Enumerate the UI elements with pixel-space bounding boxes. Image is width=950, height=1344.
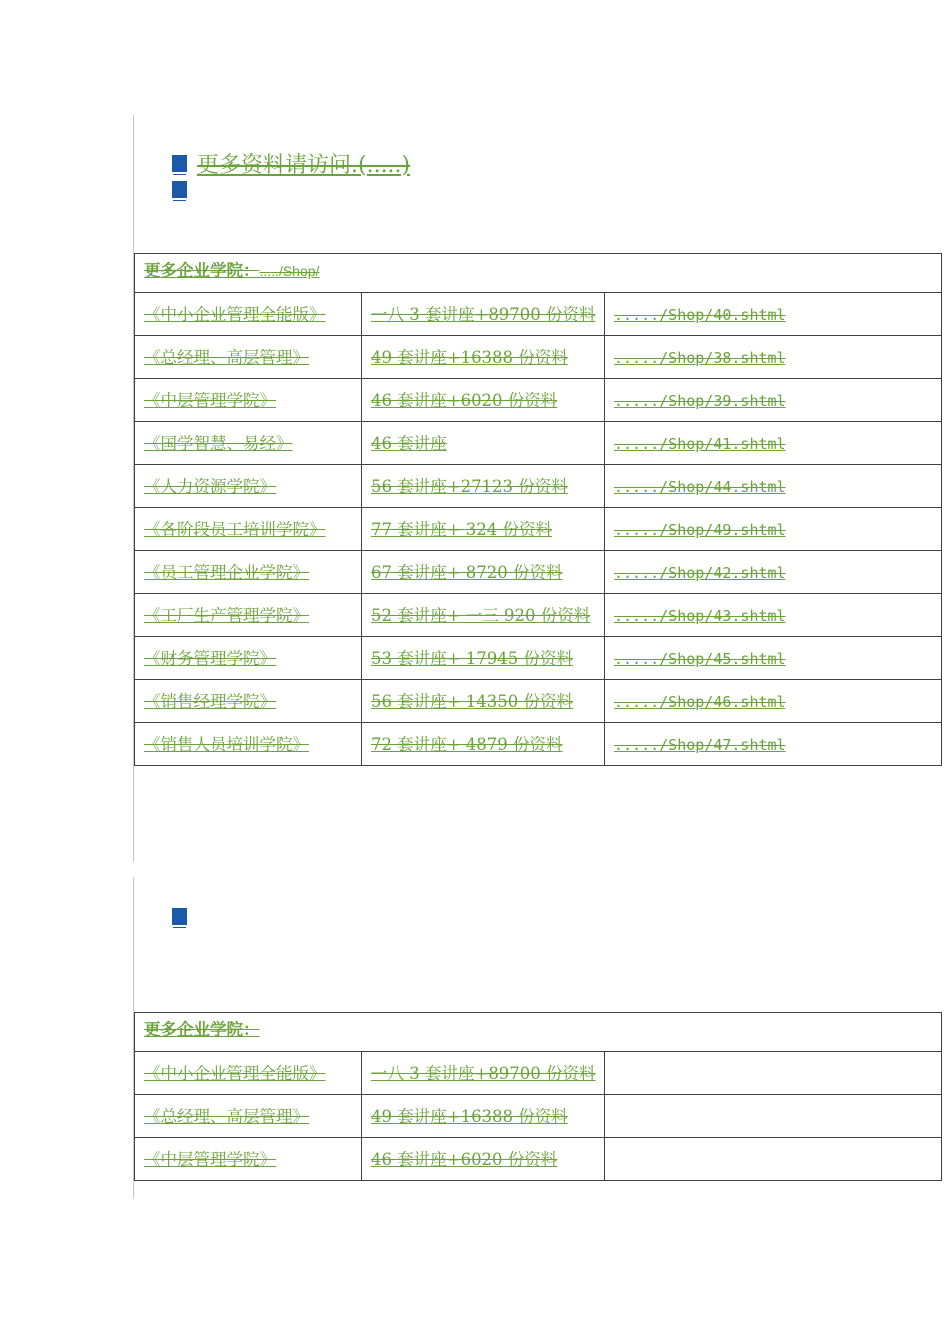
academy-name-link[interactable]: 《销售经理学院》 <box>144 692 276 711</box>
resource-count-link[interactable]: 56 套讲座+ 14350 份资料 <box>371 692 574 711</box>
table-cell <box>362 594 605 637</box>
bullet-square-icon <box>172 908 187 925</box>
bullet-square-icon <box>172 181 187 198</box>
table-cell <box>362 422 605 465</box>
empty-bullet-row <box>172 181 187 198</box>
academy-table-2 <box>134 1012 942 1181</box>
table-heading-row <box>135 254 942 293</box>
table-cell <box>135 594 362 637</box>
heading-label: 更多企业学院： <box>144 261 260 280</box>
table-cell <box>362 680 605 723</box>
table-cell <box>605 422 942 465</box>
table-cell <box>135 422 362 465</box>
resource-count-link[interactable]: 一八 3 套讲座+89700 份资料 <box>371 1064 596 1083</box>
shop-url-link[interactable]: ...../Shop/41.shtml <box>614 435 786 453</box>
table-row <box>135 465 942 508</box>
table-cell <box>135 1095 362 1138</box>
table-cell <box>135 1138 362 1181</box>
table-row <box>135 1138 942 1181</box>
resource-count-link[interactable]: 53 套讲座+ 17945 份资料 <box>371 649 574 668</box>
academy-table-1 <box>134 253 942 766</box>
resource-count-link[interactable]: 一八 3 套讲座+89700 份资料 <box>371 305 596 324</box>
table-cell <box>135 551 362 594</box>
academy-name-link[interactable]: 《中层管理学院》 <box>144 391 276 410</box>
table-cell <box>135 637 362 680</box>
academy-name-link[interactable]: 《总经理、高层管理》 <box>144 348 309 367</box>
heading-url: ...../Shop/ <box>259 263 320 279</box>
table-cell <box>362 465 605 508</box>
academy-name-link[interactable]: 《工厂生产管理学院》 <box>144 606 309 625</box>
resource-count-link[interactable]: 52 套讲座+ 一三 920 份资料 <box>371 606 591 625</box>
table-cell <box>605 1052 942 1095</box>
heading-link[interactable] <box>144 261 319 280</box>
table-cell <box>605 680 942 723</box>
table-body <box>135 1052 942 1181</box>
table-row <box>135 336 942 379</box>
table-cell <box>362 1052 605 1095</box>
table-row <box>135 680 942 723</box>
table-cell <box>605 637 942 680</box>
table-cell <box>605 1095 942 1138</box>
table-row <box>135 379 942 422</box>
table-heading-row <box>135 1013 942 1052</box>
resource-count-link[interactable]: 49 套讲座+16388 份资料 <box>371 1107 568 1126</box>
table-cell <box>605 336 942 379</box>
shop-url-link[interactable]: ...../Shop/39.shtml <box>614 392 786 410</box>
table-row <box>135 723 942 766</box>
table-cell <box>135 379 362 422</box>
table-row <box>135 293 942 336</box>
table-cell <box>362 336 605 379</box>
table-cell <box>135 680 362 723</box>
table-cell <box>605 508 942 551</box>
table-cell <box>135 1052 362 1095</box>
table-body <box>135 293 942 766</box>
table-cell <box>605 1138 942 1181</box>
academy-name-link[interactable]: 《财务管理学院》 <box>144 649 276 668</box>
table-row <box>135 1052 942 1095</box>
resource-count-link[interactable]: 67 套讲座+ 8720 份资料 <box>371 563 563 582</box>
resource-count-link[interactable]: 49 套讲座+16388 份资料 <box>371 348 568 367</box>
academy-name-link[interactable]: 《国学智慧、易经》 <box>144 434 293 453</box>
table-row <box>135 1095 942 1138</box>
resource-count-link[interactable]: 77 套讲座+ 324 份资料 <box>371 520 553 539</box>
table-row <box>135 551 942 594</box>
table-cell <box>362 551 605 594</box>
shop-url-link[interactable]: ...../Shop/40.shtml <box>614 306 786 324</box>
resource-count-link[interactable]: 56 套讲座+27123 份资料 <box>371 477 568 496</box>
more-resources-link[interactable]: 更多资料请访问.(.....) <box>197 153 411 178</box>
table-cell <box>605 594 942 637</box>
table-cell <box>605 551 942 594</box>
table-cell <box>135 293 362 336</box>
table-cell <box>362 293 605 336</box>
academy-name-link[interactable]: 《各阶段员工培训学院》 <box>144 520 326 539</box>
table-cell <box>362 379 605 422</box>
academy-name-link[interactable]: 《总经理、高层管理》 <box>144 1107 309 1126</box>
table-cell <box>605 723 942 766</box>
shop-url-link[interactable]: ...../Shop/38.shtml <box>614 349 786 367</box>
table-cell <box>135 723 362 766</box>
shop-url-link[interactable]: ...../Shop/49.shtml <box>614 521 786 539</box>
table-cell <box>362 637 605 680</box>
resource-count-link[interactable]: 46 套讲座+6020 份资料 <box>371 1150 558 1169</box>
table-heading <box>135 1013 942 1052</box>
empty-bullet-row <box>172 908 187 925</box>
shop-url-link[interactable]: ...../Shop/44.shtml <box>614 478 786 496</box>
table-cell <box>362 508 605 551</box>
table-heading <box>135 254 942 293</box>
table-cell <box>605 379 942 422</box>
heading-link[interactable]: 更多企业学院： <box>144 1020 260 1039</box>
table-cell <box>135 465 362 508</box>
header-link-row <box>172 148 410 179</box>
shop-url-link[interactable]: ...../Shop/43.shtml <box>614 607 786 625</box>
shop-url-link[interactable]: ...../Shop/46.shtml <box>614 693 786 711</box>
academy-name-link[interactable]: 《中层管理学院》 <box>144 1150 276 1169</box>
academy-name-link[interactable]: 《人力资源学院》 <box>144 477 276 496</box>
academy-name-link[interactable]: 《销售人员培训学院》 <box>144 735 309 754</box>
bullet-square-icon <box>172 155 187 172</box>
table-cell <box>362 1138 605 1181</box>
academy-name-link[interactable]: 《中小企业管理全能版》 <box>144 1064 326 1083</box>
shop-url-link[interactable]: ...../Shop/47.shtml <box>614 736 786 754</box>
table-cell <box>362 723 605 766</box>
shop-url-link[interactable]: ...../Shop/42.shtml <box>614 564 786 582</box>
table-cell <box>362 1095 605 1138</box>
academy-name-link[interactable]: 《中小企业管理全能版》 <box>144 305 326 324</box>
table-cell <box>135 508 362 551</box>
table-row <box>135 594 942 637</box>
academy-name-link[interactable]: 《员工管理企业学院》 <box>144 563 309 582</box>
table-row <box>135 637 942 680</box>
resource-count-link[interactable]: 46 套讲座+6020 份资料 <box>371 391 558 410</box>
resource-count-link[interactable]: 46 套讲座 <box>371 434 447 453</box>
table-cell <box>135 336 362 379</box>
table-cell <box>605 465 942 508</box>
shop-url-link[interactable]: ...../Shop/45.shtml <box>614 650 786 668</box>
table-row <box>135 422 942 465</box>
resource-count-link[interactable]: 72 套讲座+ 4879 份资料 <box>371 735 563 754</box>
table-row <box>135 508 942 551</box>
table-cell <box>605 293 942 336</box>
